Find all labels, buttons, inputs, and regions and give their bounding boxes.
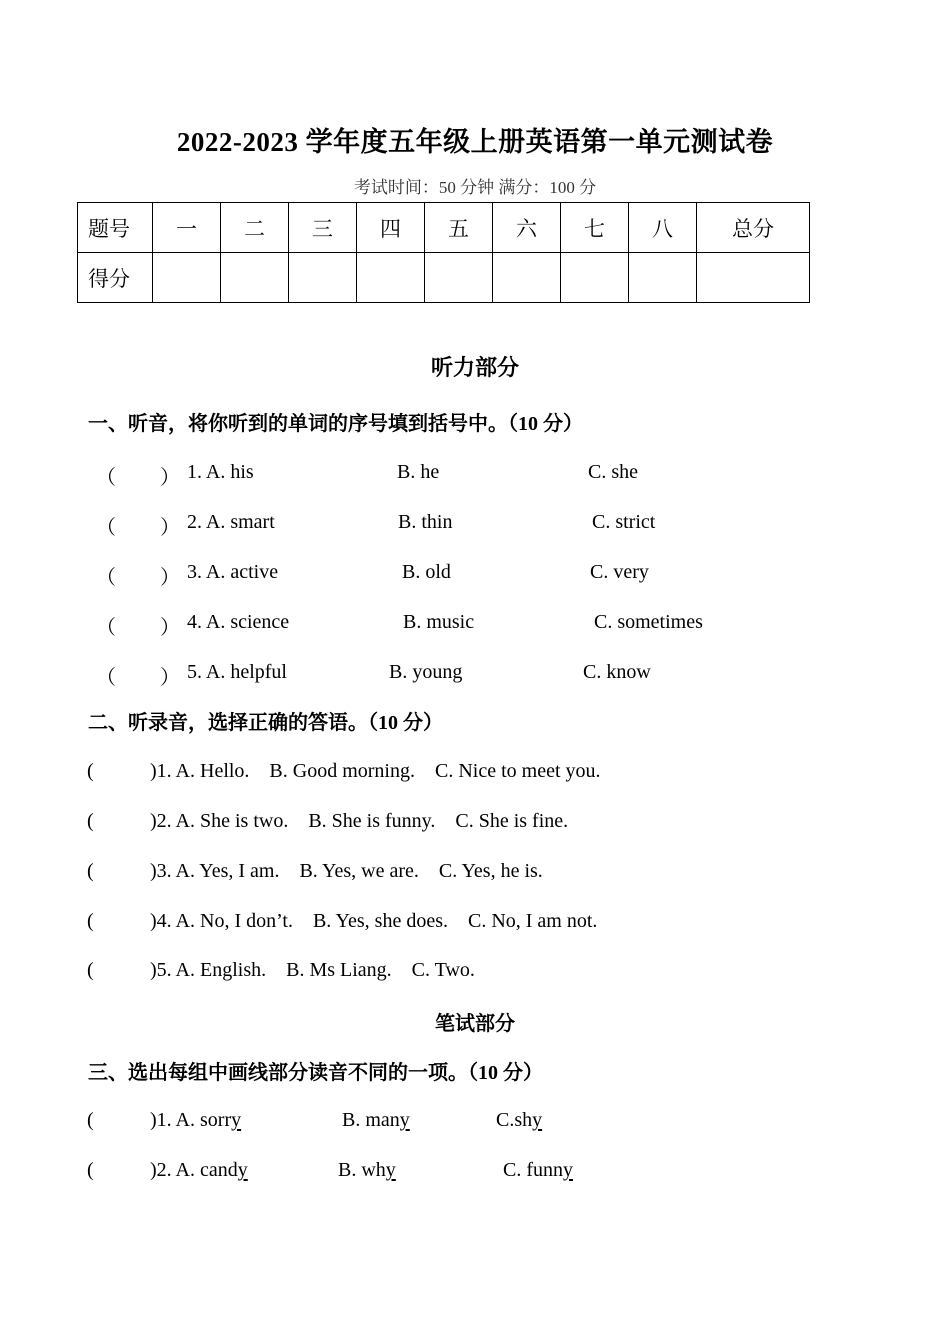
word-stem: sorr bbox=[200, 1109, 232, 1131]
option-prefix: C. bbox=[503, 1159, 527, 1181]
word-stem: funn bbox=[526, 1159, 564, 1181]
score-table-score-row bbox=[78, 253, 810, 303]
word-stem: sh bbox=[514, 1109, 533, 1131]
option-a: 4. A. science bbox=[187, 611, 290, 633]
question-text: )4. A. No, I don’t. B. Yes, she does. C. No, I am not. bbox=[150, 910, 598, 932]
option-a: 1. A. his bbox=[187, 461, 254, 483]
score-cell[interactable] bbox=[289, 253, 357, 303]
score-table-col: 六 bbox=[493, 203, 561, 253]
answer-bracket-open[interactable]: （ bbox=[96, 667, 116, 689]
option-a bbox=[150, 1109, 241, 1132]
option-c: C. strict bbox=[592, 511, 656, 533]
answer-bracket-close: ） bbox=[160, 567, 180, 589]
score-table-row-label: 题号 bbox=[78, 203, 153, 253]
score-cell[interactable] bbox=[221, 253, 289, 303]
answer-bracket-open[interactable]: ( bbox=[87, 860, 94, 882]
answer-bracket-open[interactable]: ( bbox=[87, 1109, 94, 1131]
underlined-letter: y bbox=[237, 1159, 248, 1181]
question-number: )2. A. bbox=[150, 1159, 200, 1181]
exam-info: 考试时间：50 分钟 满分：100 分 bbox=[353, 178, 597, 197]
score-table-header-row bbox=[78, 203, 810, 253]
option-b: B. he bbox=[397, 461, 440, 483]
underlined-letter: y bbox=[563, 1159, 574, 1181]
score-cell[interactable] bbox=[425, 253, 493, 303]
answer-bracket-open[interactable]: ( bbox=[87, 1159, 94, 1181]
word-stem: cand bbox=[200, 1159, 238, 1181]
answer-bracket-open[interactable]: （ bbox=[96, 617, 116, 639]
underlined-letter: y bbox=[231, 1109, 242, 1131]
score-table-col: 五 bbox=[425, 203, 493, 253]
score-cell[interactable] bbox=[493, 253, 561, 303]
underlined-letter: y bbox=[385, 1159, 396, 1181]
option-c: C. very bbox=[590, 561, 649, 583]
word-stem: man bbox=[365, 1109, 400, 1131]
page-title: 2022-2023 学年度五年级上册英语第一单元测试卷 bbox=[176, 127, 774, 157]
question-text: )1. A. Hello. B. Good morning. C. Nice to meet you. bbox=[150, 760, 601, 782]
score-table-col: 八 bbox=[629, 203, 697, 253]
option-prefix: C. bbox=[496, 1109, 515, 1131]
score-table-col: 二 bbox=[221, 203, 289, 253]
listening-part-title: 听力部分 bbox=[430, 355, 519, 380]
score-cell-total[interactable] bbox=[697, 253, 810, 303]
section-1-heading: 一、听音，将你听到的单词的序号填到括号中。（10 分） bbox=[88, 413, 583, 435]
option-b: B. music bbox=[403, 611, 475, 633]
score-cell[interactable] bbox=[153, 253, 221, 303]
underlined-letter: y bbox=[399, 1109, 410, 1131]
section-2-heading: 二、听录音，选择正确的答语。（10 分） bbox=[88, 712, 443, 734]
score-table bbox=[77, 202, 810, 303]
score-table-col: 一 bbox=[153, 203, 221, 253]
underlined-letter: y bbox=[532, 1109, 543, 1131]
option-c: C. she bbox=[588, 461, 638, 483]
option-prefix: B. bbox=[338, 1159, 362, 1181]
score-cell[interactable] bbox=[561, 253, 629, 303]
answer-bracket-close: ） bbox=[160, 667, 180, 689]
answer-bracket-close: ） bbox=[160, 617, 180, 639]
option-b: B. thin bbox=[398, 511, 453, 533]
score-table-col: 三 bbox=[289, 203, 357, 253]
writing-part-title: 笔试部分 bbox=[435, 1013, 515, 1035]
answer-bracket-open[interactable]: ( bbox=[87, 959, 94, 981]
option-prefix: B. bbox=[342, 1109, 366, 1131]
option-a: 2. A. smart bbox=[187, 511, 275, 533]
answer-bracket-close: ） bbox=[160, 517, 180, 539]
question-number: )1. A. bbox=[150, 1109, 200, 1131]
option-a bbox=[150, 1159, 248, 1182]
option-c bbox=[496, 1109, 542, 1132]
score-table-col: 四 bbox=[357, 203, 425, 253]
option-c: C. know bbox=[583, 661, 651, 683]
score-table-row-label: 得分 bbox=[78, 253, 153, 303]
question-text: )5. A. English. B. Ms Liang. C. Two. bbox=[150, 959, 475, 981]
answer-bracket-open[interactable]: （ bbox=[96, 567, 116, 589]
option-c: C. sometimes bbox=[594, 611, 703, 633]
word-stem: wh bbox=[361, 1159, 386, 1181]
option-a: 3. A. active bbox=[187, 561, 279, 583]
answer-bracket-open[interactable]: ( bbox=[87, 910, 94, 932]
option-a: 5. A. helpful bbox=[187, 661, 287, 683]
answer-bracket-open[interactable]: （ bbox=[96, 467, 116, 489]
answer-bracket-close: ） bbox=[160, 467, 180, 489]
option-b bbox=[338, 1159, 396, 1182]
section-3-heading: 三、选出每组中画线部分读音不同的一项。（10 分） bbox=[88, 1062, 543, 1084]
option-b: B. young bbox=[389, 661, 463, 683]
option-b: B. old bbox=[402, 561, 451, 583]
score-cell[interactable] bbox=[357, 253, 425, 303]
question-text: )3. A. Yes, I am. B. Yes, we are. C. Yes, he is. bbox=[150, 860, 543, 882]
score-table-total-header: 总分 bbox=[697, 203, 810, 253]
answer-bracket-open[interactable]: （ bbox=[96, 517, 116, 539]
option-c bbox=[503, 1159, 573, 1182]
question-text: )2. A. She is two. B. She is funny. C. She is fine. bbox=[150, 810, 569, 832]
score-table-col: 七 bbox=[561, 203, 629, 253]
option-b bbox=[342, 1109, 410, 1132]
answer-bracket-open[interactable]: ( bbox=[87, 810, 94, 832]
answer-bracket-open[interactable]: ( bbox=[87, 760, 94, 782]
score-cell[interactable] bbox=[629, 253, 697, 303]
